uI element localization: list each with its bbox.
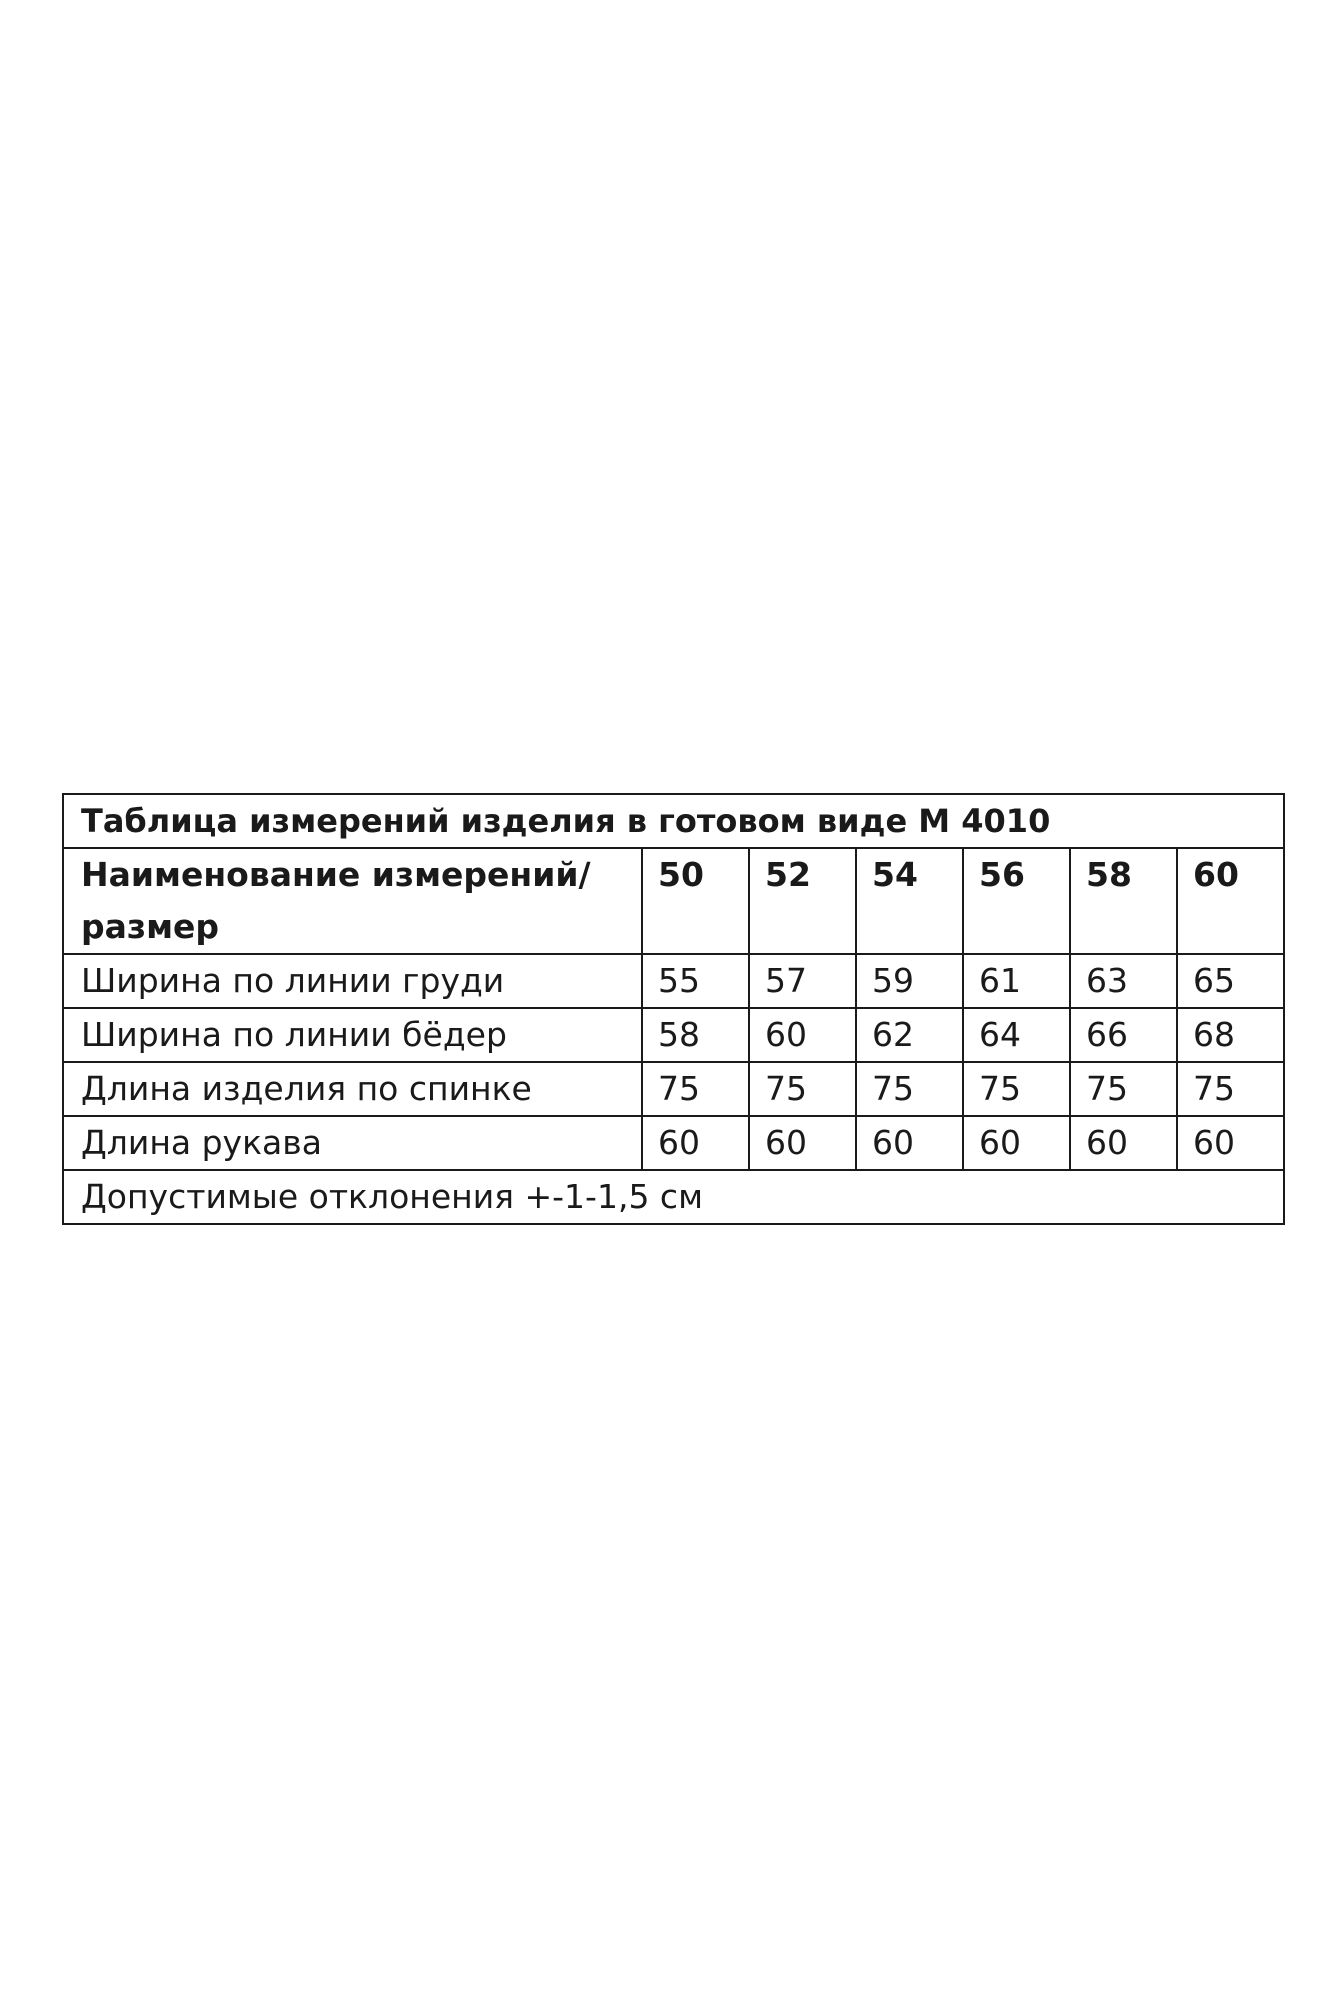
- header-name-label: Наименование измерений/размер: [63, 848, 642, 954]
- table-row: [63, 1008, 1284, 1062]
- row-label: Длина изделия по спинке: [63, 1062, 642, 1116]
- row-value: 60: [749, 1116, 856, 1170]
- row-value: 57: [749, 954, 856, 1008]
- row-label: Длина рукава: [63, 1116, 642, 1170]
- row-value: 75: [856, 1062, 963, 1116]
- row-value: 75: [642, 1062, 749, 1116]
- table-row: [63, 954, 1284, 1008]
- header-size: 50: [642, 848, 749, 954]
- row-label: Ширина по линии бёдер: [63, 1008, 642, 1062]
- row-value: 62: [856, 1008, 963, 1062]
- table-title-row: [63, 794, 1284, 848]
- row-value: 55: [642, 954, 749, 1008]
- tolerance-note: Допустимые отклонения +-1-1,5 см: [63, 1170, 1284, 1224]
- row-value: 68: [1177, 1008, 1284, 1062]
- row-value: 60: [1177, 1116, 1284, 1170]
- row-value: 60: [963, 1116, 1070, 1170]
- header-size: 54: [856, 848, 963, 954]
- row-value: 60: [856, 1116, 963, 1170]
- row-value: 66: [1070, 1008, 1177, 1062]
- row-label: Ширина по линии груди: [63, 954, 642, 1008]
- row-value: 60: [749, 1008, 856, 1062]
- row-value: 64: [963, 1008, 1070, 1062]
- row-value: 75: [1070, 1062, 1177, 1116]
- header-size: 58: [1070, 848, 1177, 954]
- row-value: 60: [642, 1116, 749, 1170]
- header-size: 56: [963, 848, 1070, 954]
- row-value: 60: [1070, 1116, 1177, 1170]
- row-value: 75: [749, 1062, 856, 1116]
- row-value: 75: [963, 1062, 1070, 1116]
- header-size: 60: [1177, 848, 1284, 954]
- table-footer-row: [63, 1170, 1284, 1224]
- table-title: Таблица измерений изделия в готовом виде М 4010: [63, 794, 1284, 848]
- row-value: 63: [1070, 954, 1177, 1008]
- row-value: 58: [642, 1008, 749, 1062]
- row-value: 61: [963, 954, 1070, 1008]
- table-header-row: [63, 848, 1284, 954]
- measurement-table: [62, 793, 1285, 1225]
- row-value: 65: [1177, 954, 1284, 1008]
- row-value: 59: [856, 954, 963, 1008]
- row-value: 75: [1177, 1062, 1284, 1116]
- header-size: 52: [749, 848, 856, 954]
- table-row: [63, 1062, 1284, 1116]
- table-row: [63, 1116, 1284, 1170]
